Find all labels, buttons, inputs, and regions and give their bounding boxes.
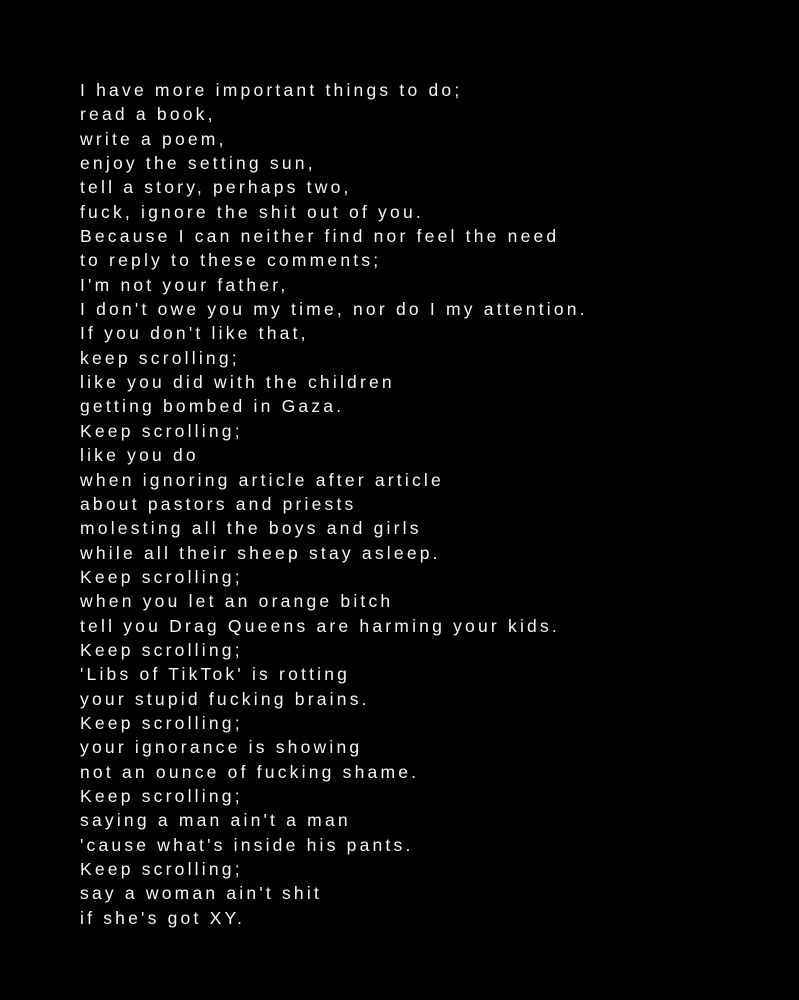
poem-line: keep scrolling; (80, 347, 240, 368)
poem-line: like you do (80, 445, 199, 466)
poem-line: Because I can neither find nor feel the need (80, 226, 560, 247)
poem-line: 'cause what's inside his pants. (80, 834, 414, 855)
poem-line: read a book, (80, 104, 216, 125)
poem-line: tell a story, perhaps two, (80, 177, 352, 198)
poem-line: about pastors and priests (80, 493, 357, 514)
poem-line: Keep scrolling; (80, 859, 243, 879)
poem-line: I'm not your father, (80, 274, 289, 295)
poem-line: if she's got XY. (80, 907, 246, 928)
poem-line: not an ounce of fucking shame. (80, 761, 420, 782)
poem-line: to reply to these comments; (80, 250, 382, 271)
poem-line: say a woman ain't shit (80, 883, 323, 904)
poem-line: Keep scrolling; (80, 639, 243, 660)
poem-line: I have more important things to do; (80, 80, 463, 100)
poem-line: Keep scrolling; (80, 785, 243, 806)
poem-line: write a poem, (80, 128, 227, 149)
poem-line: when you let an orange bitch (80, 591, 394, 612)
poem-line: 'Libs of TikTok' is rotting (80, 664, 351, 685)
poem-line: while all their sheep stay asleep. (80, 542, 441, 563)
poem-line: your stupid fucking brains. (80, 688, 370, 709)
poem-line: If you don't like that, (80, 323, 309, 344)
poem-line: enjoy the setting sun, (80, 153, 316, 174)
poem-line: fuck, ignore the shit out of you. (80, 201, 424, 222)
poem-line: like you did with the children (80, 372, 395, 393)
poem-line: when ignoring article after article (80, 469, 444, 490)
poem-line: getting bombed in Gaza. (80, 396, 345, 417)
poem-line: molesting all the boys and girls (80, 518, 422, 539)
poem-line: tell you Drag Queens are harming your kids. (80, 615, 560, 636)
poem-line: I don't owe you my time, nor do I my attention. (80, 299, 588, 320)
poem-text (80, 78, 779, 930)
poem-line: Keep scrolling; (80, 566, 243, 587)
poem-line: your ignorance is showing (80, 737, 363, 758)
poem-line: saying a man ain't a man (80, 810, 351, 831)
poem-line: Keep scrolling; (80, 712, 243, 733)
poem-line: Keep scrolling; (80, 420, 243, 441)
